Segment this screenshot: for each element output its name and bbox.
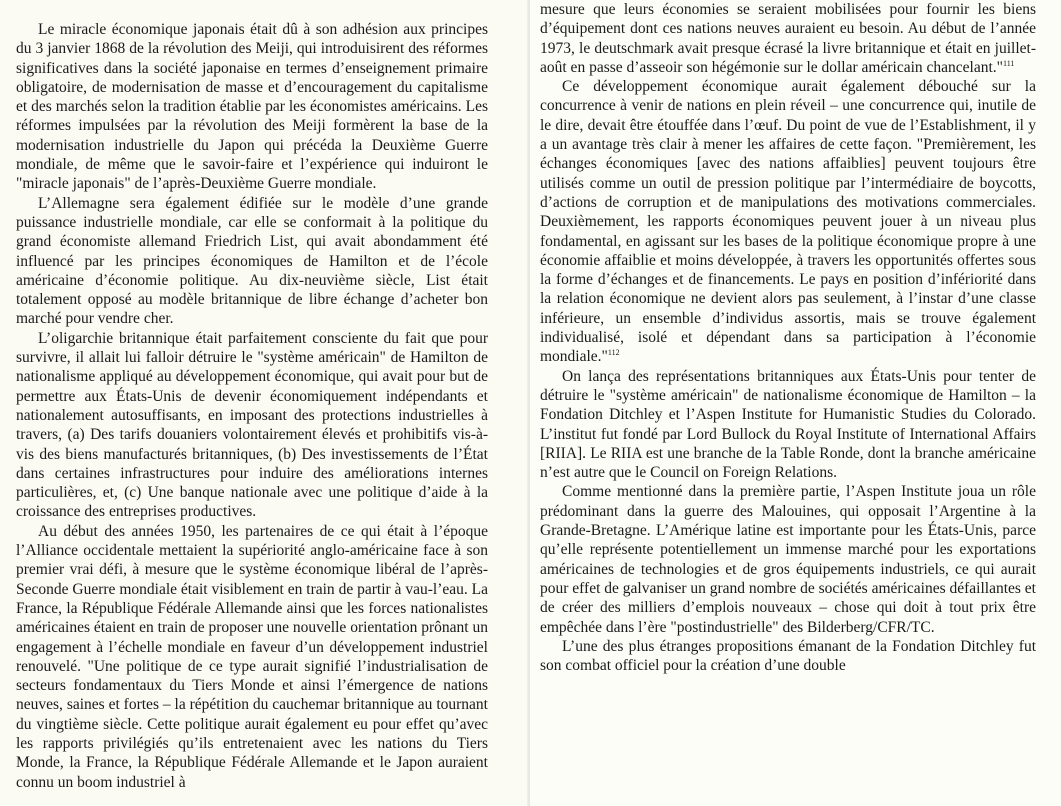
right-page [530,0,1061,806]
left-paragraph-1: Le miracle économique japonais était dû à son adhésion aux principes du 3 janvier 1868 de la révolution des Meiji, qui introduisirent des réformes significatives dans la société japonaise en termes d’enseignement primaire obligatoire, de modernisation de masse et d’encouragement du capitalisme et des marchés selon la tradition établie par les économistes américains. Les réformes impulsées par la révolution des Meiji formèrent la base de la modernisation industrielle du Japon qui précéda la Deuxième Guerre mondiale, de même que le savoir-faire et l’expérience qui induiront le "miracle japonais" de l’après-Deuxième Guerre mondiale. [16,21,488,193]
right-paragraph-1-text: mesure que leurs économies se seraient mobilisées pour fournir les biens d’équipement dont ces nations neuves auraient eu besoin. Au début de l’année 1973, le deutschmark avait presque écrasé la livre britannique et était en juillet-août en passe d’asseoir son hégémonie sur le dollar américain chancelant." [540,1,1036,76]
right-paragraph-4: Comme mentionné dans la première partie, l’Aspen Institute joua un rôle prédominant dans la guerre des Malouines, qui opposait l’Argentine à la Grande-Bretagne. L’Amérique latine est importante pour les États-Unis, parce qu’elle représente potentiellement un immense marché pour les exportations américaines de technologies et de gros équipements industriels, ce qui aurait pour effet de galvaniser un grand nombre de sociétés américaines défaillantes et de créer des milliers d’emplois nouveaux – chose qui doit à tout prix être empêchée dans l’ère "postindustrielle" des Bilderberg/CFR/TC. [540,483,1036,636]
left-paragraph-4: Au début des années 1950, les partenaires de ce qui était à l’époque l’Alliance occidentale mettaient la supériorité anglo-américaine face à son premier vrai défi, à mesure que le système économique libéral de l’après-Seconde Guerre mondiale était visiblement en train de partir à vau-l’eau. La France, la République Fédérale Allemande ainsi que les forces nationalistes américaines étaient en train de proposer une nouvelle orientation prônant un engagement à l’échelle mondiale en faveur d’un développement industriel renouvelé. "Une politique de ce type aurait signifié l’industrialisation de secteurs fondamentaux du Tiers Monde et ainsi l’émergence de nations neuves, saines et fortes – la répétition du cauchemar britannique au tournant du vingtième siècle. Cette politique aurait également eu pour effet qu’avec les rapports privilégiés qu’ils entretenaient avec les nations du Tiers Monde, la France, la République Fédérale Allemande et le Japon auraient connu un boom industriel à [16,522,488,791]
left-paragraph-2: L’Allemagne sera également édifiée sur le modèle d’une grande puissance industrielle mondiale, car elle se conformait à la politique du grand économiste allemand Friedrich List, qui avait abondamment été influencé par les principes économiques de Hamilton et de l’école américaine d’économie politique. Au dix-neuvième siècle, List était totalement opposé au modèle britannique de libre échange d’acheter bon marché pour vendre cher. [16,194,488,328]
footnote-ref-112: 112 [607,348,620,358]
right-paragraph-5: L’une des plus étranges propositions émanant de la Fondation Ditchley fut son combat officiel pour la création d’une double [540,637,1036,675]
left-page [0,0,530,806]
right-paragraph-1 [540,0,1036,77]
right-paragraph-3: On lança des représentations britanniques aux États-Unis pour tenter de détruire le "système américain" de nationalisme économique de Hamilton – la Fondation Ditchley et l’Aspen Institute for Humanistic Studies du Colorado. L’institut fut fondé par Lord Bullock du Royal Institute of International Affairs [RIIA]. Le RIIA est une branche de la Table Ronde, dont la branche américaine n’est autre que le Council on Foreign Relations. [540,367,1036,482]
right-paragraph-2 [540,77,1036,366]
left-paragraph-3: L’oligarchie britannique était parfaitement consciente du fait que pour survivre, il allait lui falloir détruire le "système américain" de Hamilton de nationalisme appliqué au développement économique, qui avait pour but de permettre aux États-Unis de devenir économiquement indépendants et nationalement autosuffisants, en imposant des protections industrielles à travers, (a) Des tarifs douaniers volontairement élevés et prohibitifs vis-à-vis des biens manufacturés britanniques, (b) Des investissements de l’État dans certaines infrastructures pour induire des améliorations internes particulières, et, (c) Une banque nationale avec une politique d’aide à la croissance des entreprises productives. [16,329,488,521]
right-paragraph-2-text: Ce développement économique aurait également débouché sur la concurrence à venir de nations en plein réveil – une concurrence qui, inutile de le dire, devait être étouffée dans l’œuf. Du point de vue de l’Establishment, il y a un avantage très clair à mener les affaires de cette façon. "Premièrement, les échanges économiques [avec des nations affaiblies] peuvent toujours être utilisés comme un outil de pression politique par l’intermédiaire de boycotts, d’actions de corruption et de manipulations des motivations commerciales. Deuxièmement, les rapports économiques peuvent jouer à un niveau plus fondamental, en agissant sur les bases de la politique économique propre à une économie affaiblie et moins développée, à travers les opportunités offertes sous la forme d’échanges et de financements. Le pays en position d’infériorité dans la relation économique ne devient alors pas seulement, à l’instar d’une classe inférieure, un ensemble d’individus assortis, mais se trouve également individualisé, isolé et dépendant dans sa participation à l’économie mondiale." [540,78,1036,366]
footnote-ref-111: 111 [1002,58,1015,68]
